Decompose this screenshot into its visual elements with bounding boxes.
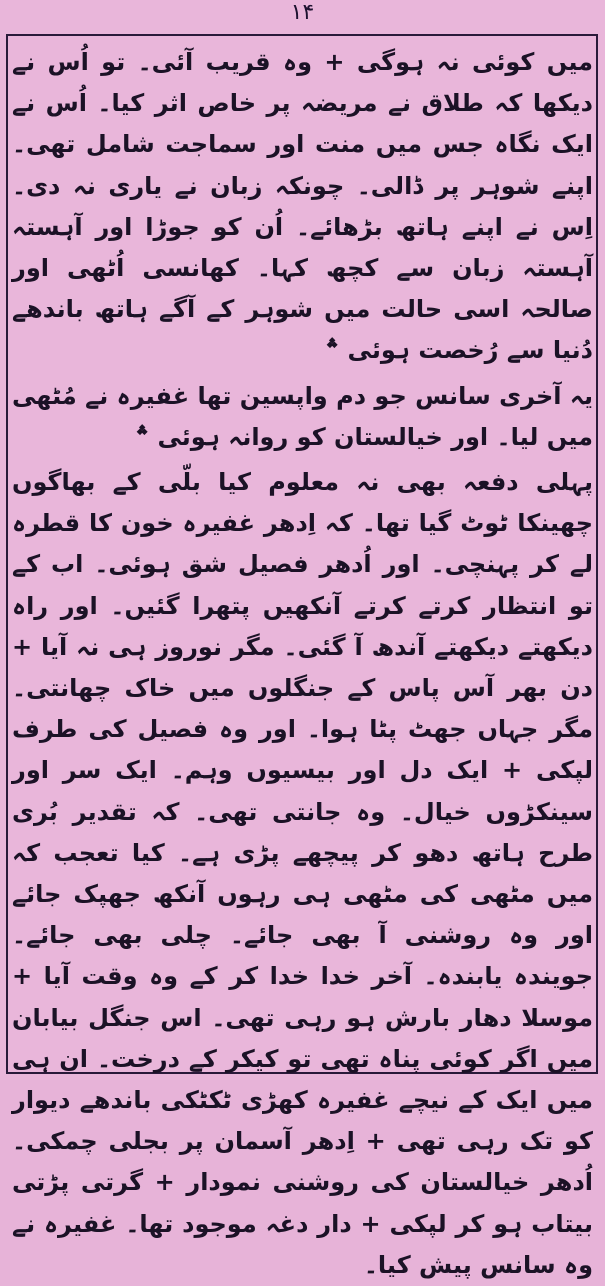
page-number: ۱۴: [290, 0, 315, 25]
paragraph: میں کوئی نہ ہوگی + وہ قریب آئی۔ تو اُس نے دیکھا کہ طلاق نے مریضہ پر خاص اثر کیا۔ اُس نے ایک نگاہ جس میں منت اور سماجت شامل تھی۔ اپنے شوہر پر ڈالی۔ چونکہ زبان نے یاری نہ دی۔ اِس نے اپنے ہاتھ بڑھائے۔ اُن کو جوڑا اور آہستہ آہستہ زبان سے کچھ کہا۔ کھانسی اُٹھی اور صالحہ اسی حالت میں شوہر کے آگے ہاتھ باندھے دُنیا سے رُخصت ہوئی ؞: [12, 48, 593, 365]
body-text: [12, 42, 593, 1286]
paragraph: یہ آخری سانس جو دم واپسین تھا غفیرہ نے مُٹھی میں لیا۔ اور خیالستان کو روانہ ہوئی ؞: [12, 381, 593, 451]
paragraph: پہلی دفعہ بھی نہ معلوم کیا بلّی کے بھاگوں چھینکا ٹوٹ گیا تھا۔ کہ اِدھر غفیرہ خون کا قطرہ لے کر پہنچی۔ اور اُدھر فصیل شق ہوئی۔ اب کے تو انتظار کرتے کرتے آنکھیں پتھرا گئیں۔ اور راہ دیکھتے دیکھتے آندھ آ گئی۔ مگر نوروز ہی نہ آیا + دن بھر آس پاس کے جنگلوں میں خاک چھانتی۔ مگر جہاں جھٹ پٹا ہوا۔ اور وہ فصیل کی طرف لپکی + ایک دل اور بیسیوں وہم۔ ایک سر اور سینکڑوں خیال۔ وہ جانتی تھی۔ کہ تقدیر بُری طرح ہاتھ دھو کر پیچھے پڑی ہے۔ کیا تعجب کہ میں مٹھی کی مٹھی ہی رہوں آنکھ جھپک جائے اور وہ روشنی آ بھی جائے۔ چلی بھی جائے۔ جویندہ یابندہ۔ آخر خدا خدا کر کے وہ وقت آیا + موسلا دھار بارش ہو رہی تھی۔ اس جنگل بیابان میں اگر کوئی پناہ تھی تو کیکر کے درخت۔ ان ہی میں ایک کے نیچے غفیرہ کھڑی ٹکٹکی باندھے دیوار کو تک رہی تھی + اِدھر آسمان پر بجلی چمکی۔ اُدھر خیالستان کی روشنی نمودار + گرتی پڑتی بیتاب ہو کر لپکی + دار دغہ موجود تھا۔ غفیرہ نے وہ سانس پیش کیا۔: [12, 468, 593, 1279]
